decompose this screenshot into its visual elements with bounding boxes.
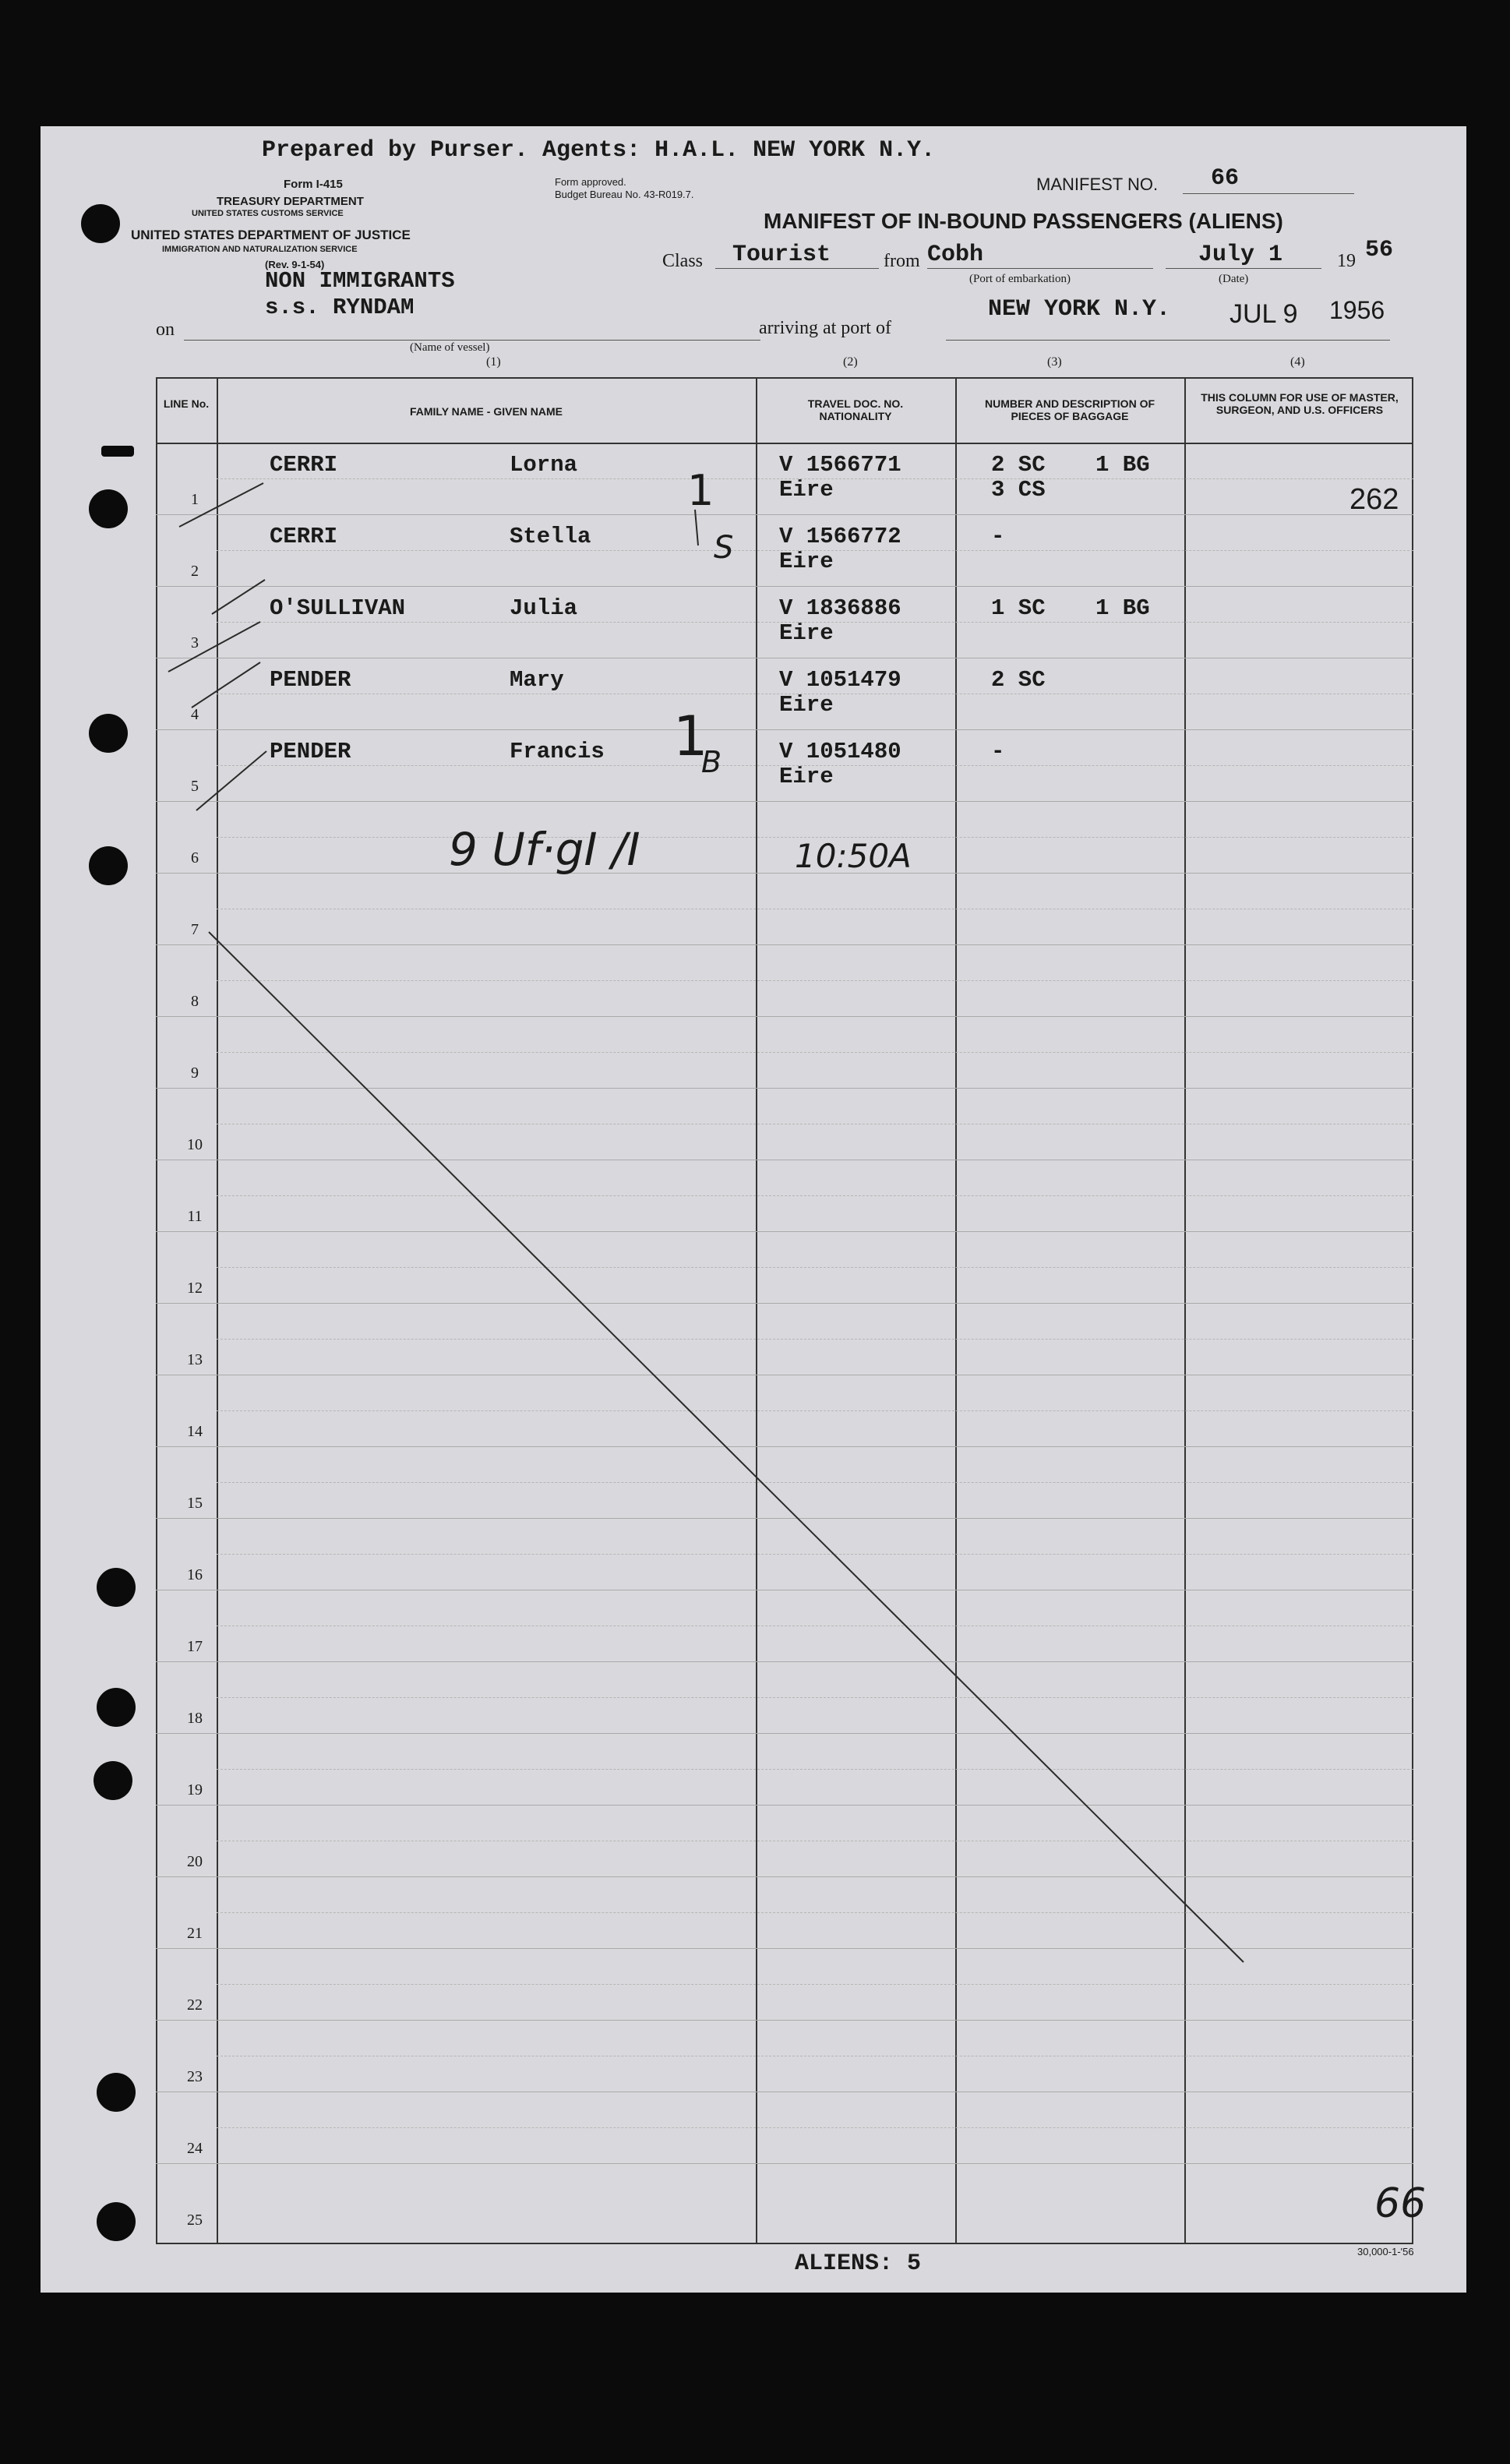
treasury-dept: TREASURY DEPARTMENT — [217, 195, 364, 208]
travel-doc: V 1051480 — [779, 739, 901, 764]
line-number: 21 — [187, 1925, 203, 1942]
handwritten-time: 10:50A — [795, 837, 912, 875]
class-label: Class — [662, 251, 704, 271]
nationality: Eire — [779, 477, 834, 503]
check-mark — [168, 622, 260, 672]
line-number: 23 — [187, 2068, 203, 2085]
port-caption: (Port of embarkation) — [969, 273, 1071, 285]
baggage-extra: 3 CS — [991, 477, 1046, 503]
baggage: 1 SC — [991, 595, 1046, 621]
manifest-number: 66 — [1211, 165, 1240, 192]
family-name: CERRI — [270, 452, 338, 478]
line-number: 24 — [187, 2140, 203, 2157]
check-mark — [192, 662, 260, 708]
justice-dept: UNITED STATES DEPARTMENT OF JUSTICE — [131, 228, 411, 242]
nationality: Eire — [779, 549, 834, 574]
prepared-by: Prepared by Purser. Agents: H.A.L. NEW YORK N.Y. — [262, 137, 936, 164]
line-number: 25 — [187, 2212, 203, 2229]
manifest-title: MANIFEST OF IN-BOUND PASSENGERS (ALIENS) — [764, 209, 1283, 233]
travel-doc: V 1051479 — [779, 667, 901, 693]
family-name: CERRI — [270, 524, 338, 549]
date-caption: (Date) — [1219, 273, 1249, 285]
handwritten-tally-letter: B — [701, 745, 722, 779]
line-number: 9 — [191, 1064, 199, 1082]
line-number: 11 — [187, 1208, 203, 1225]
arrival-port: NEW YORK N.Y. — [988, 296, 1171, 323]
col-header-line-no: LINE No. — [163, 397, 210, 410]
given-name: Stella — [510, 524, 591, 549]
line-number: 4 — [191, 706, 199, 723]
line-number: 18 — [187, 1710, 203, 1727]
year-prefix: 19 — [1337, 251, 1356, 271]
tally-stroke — [695, 510, 698, 545]
line-number: 15 — [187, 1495, 203, 1512]
nationality: Eire — [779, 620, 834, 646]
col-number-2: (2) — [843, 355, 858, 369]
date-value: July 1 — [1198, 242, 1283, 268]
travel-doc: V 1836886 — [779, 595, 901, 621]
line-number: 13 — [187, 1351, 203, 1368]
form-number: Form I-415 — [284, 178, 343, 191]
line-number: 1 — [191, 491, 199, 508]
line-number: 3 — [191, 634, 199, 651]
line-number: 8 — [191, 993, 199, 1010]
baggage: 2 SC — [991, 667, 1046, 693]
non-immigrants: NON IMMIGRANTS — [265, 268, 455, 294]
family-name: PENDER — [270, 667, 351, 693]
arriving-label: arriving at port of — [759, 318, 891, 338]
baggage-secondary: 1 BG — [1095, 595, 1150, 621]
form-approved: Form approved. — [555, 176, 626, 188]
handwritten-tally: 1 — [687, 466, 714, 515]
col-number-4: (4) — [1290, 355, 1305, 369]
handwritten-tally-letter: S — [714, 530, 734, 566]
void-strike-line — [209, 932, 1244, 1962]
arrival-stamp-year: 1956 — [1329, 296, 1385, 324]
travel-doc: V 1566772 — [779, 524, 901, 549]
line-number: 5 — [191, 778, 199, 795]
line-number: 19 — [187, 1781, 203, 1799]
revision: (Rev. 9-1-54) — [265, 259, 325, 270]
line-number: 22 — [187, 1996, 203, 2014]
baggage: 2 SC — [991, 452, 1046, 478]
line-number: 6 — [191, 849, 199, 867]
ins-service: IMMIGRATION AND NATURALIZATION SERVICE — [162, 245, 358, 254]
line-number: 14 — [187, 1423, 203, 1440]
handwritten-initials: 9 Uf·gI /I — [449, 823, 640, 876]
arrival-stamp-date: JUL 9 — [1230, 299, 1298, 329]
budget-bureau: Budget Bureau No. 43-R019.7. — [555, 189, 694, 200]
baggage: - — [991, 524, 1005, 549]
baggage: - — [991, 739, 1005, 764]
line-number: 2 — [191, 563, 199, 580]
handwritten-tally: 1 — [673, 704, 708, 768]
family-name: O'SULLIVAN — [270, 595, 406, 621]
given-name: Lorna — [510, 452, 578, 478]
family-name: PENDER — [270, 739, 351, 764]
handwritten-page-mark: 66 — [1374, 2180, 1427, 2227]
manifest-label: MANIFEST NO. — [1036, 175, 1159, 194]
from-value: Cobh — [927, 242, 984, 268]
nationality: Eire — [779, 764, 834, 789]
check-mark — [179, 483, 263, 527]
given-name: Mary — [510, 667, 564, 693]
check-mark — [212, 580, 265, 614]
baggage-secondary: 1 BG — [1095, 452, 1150, 478]
col-header-officers: THIS COLUMN FOR USE OF MASTER, SURGEON, AND U.S. OFFICERS — [1201, 391, 1399, 416]
travel-doc: V 1566771 — [779, 452, 901, 478]
line-number: 10 — [187, 1136, 203, 1153]
given-name: Francis — [510, 739, 605, 764]
from-label: from — [884, 251, 920, 271]
aliens-total: ALIENS: 5 — [795, 2250, 922, 2277]
line-number: 17 — [187, 1638, 203, 1655]
col-header-travel-doc: TRAVEL DOC. NO. NATIONALITY — [807, 397, 904, 422]
col-number-1: (1) — [486, 355, 501, 369]
col-number-3: (3) — [1047, 355, 1062, 369]
line-number: 20 — [187, 1853, 203, 1870]
vessel-caption: (Name of vessel) — [410, 341, 490, 354]
col-header-baggage: NUMBER AND DESCRIPTION OF PIECES OF BAGGAGE — [984, 397, 1155, 422]
line-number: 12 — [187, 1280, 203, 1297]
nationality: Eire — [779, 692, 834, 718]
print-code: 30,000-1-'56 — [1357, 2246, 1414, 2257]
col-header-name: FAMILY NAME - GIVEN NAME — [409, 405, 563, 418]
year-suffix: 56 — [1365, 237, 1394, 263]
given-name: Julia — [510, 595, 578, 621]
line-number: 7 — [191, 921, 199, 938]
vessel-name: s.s. RYNDAM — [265, 295, 415, 320]
officer-note: 262 — [1349, 483, 1399, 516]
on-label: on — [156, 319, 175, 340]
class-value: Tourist — [732, 242, 831, 268]
check-mark — [196, 751, 266, 810]
line-number: 16 — [187, 1566, 203, 1583]
customs-service: UNITED STATES CUSTOMS SERVICE — [192, 209, 344, 218]
